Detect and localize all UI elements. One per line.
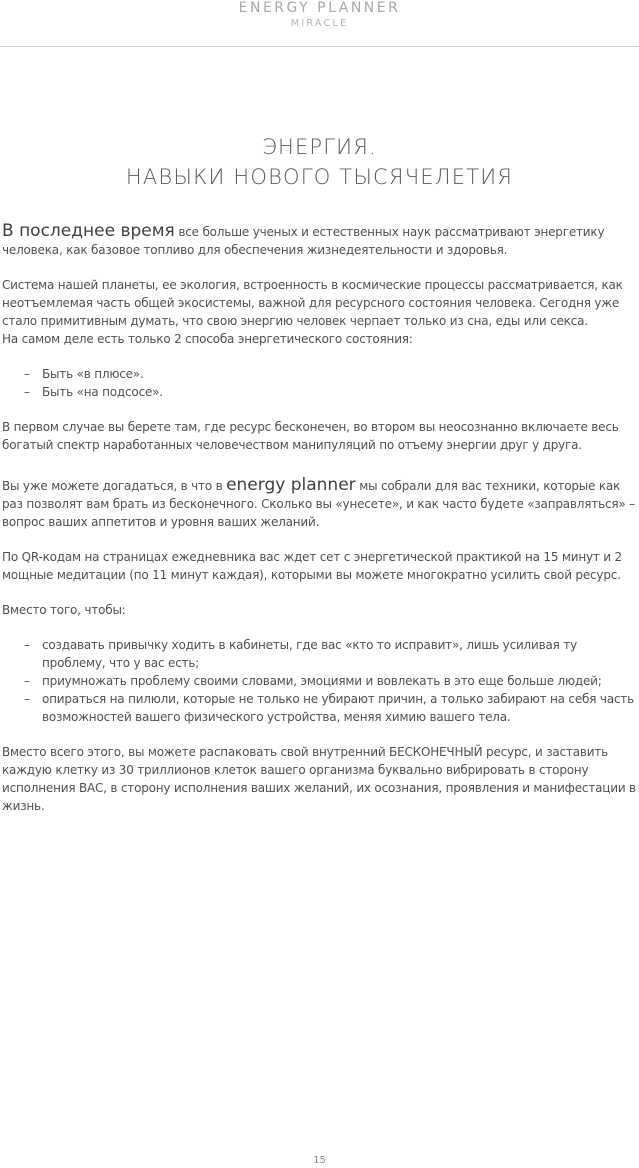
list-item: – приумножать проблему своими словами, эмоциями и вовлекать в это еще больше людей; <box>24 672 638 690</box>
paragraph-planner <box>2 476 638 531</box>
list-item: – Быть «на подсосе». <box>24 383 638 401</box>
header-subbrand: MIRACLE <box>290 18 349 29</box>
article-body <box>2 222 638 815</box>
intro-text: все больше ученых и естественных наук рассматривают энергетику человека, как базовое топливо для обеспечения жизнедеятельности и здоровья. <box>2 225 605 257</box>
title-line-2: НАВЫКИ НОВОГО ТЫСЯЧЕЛЕТИЯ <box>125 165 514 189</box>
list-item: – Быть «в плюсе». <box>24 365 638 383</box>
ways-list <box>2 365 638 401</box>
intro-paragraph <box>2 222 638 259</box>
planner-brand: energy planner <box>226 475 356 495</box>
paragraph-instead-intro: Вместо того, чтобы: <box>2 603 126 617</box>
paragraph-ecosystem: Система нашей планеты, ее экология, встроенность в космические процессы рассматривается, как неотъемлемая часть общей экосистемы, важной для ресурсного состояния человека. Сегодня уже стало примитивным думать, что свою энергию человек черпает только из сна, еды или секса. <box>2 278 623 328</box>
page-header <box>0 0 639 47</box>
paragraph-qr-codes: По QR-кодам на страницах ежедневника вас ждет сет с энергетической практикой на 15 минут и 2 мощные медитации (по 11 минут каждая), которыми вы можете многократно усилить свой ресурс. <box>2 550 622 582</box>
list-item: – создавать привычку ходить в кабинеты, где вас «кто то исправит», лишь усиливая ту проблему, что у вас есть; <box>24 636 638 672</box>
planner-text-after: мы собрали для вас техники, которые как раз позволят вам брать из бесконечного. Сколько вы «унесете», и как часто будете «заправляться» – вопрос ваших аппетитов и уровня ваших желаний. <box>2 479 635 529</box>
title-line-1: ЭНЕРГИЯ. <box>262 135 377 159</box>
header-brand: ENERGY PLANNER <box>238 0 401 16</box>
page-number: 15 <box>313 1155 326 1166</box>
planner-text-before: Вы уже можете догадаться, в что в <box>2 479 227 493</box>
instead-list <box>2 636 638 726</box>
intro-lead: В последнее время <box>2 221 175 241</box>
list-item: – опираться на пилюли, которые не только не убирают причин, а только забирают на себя часть возможностей вашего физического устройства, меняя химию вашего тела. <box>24 690 638 726</box>
page-title <box>0 132 639 192</box>
paragraph-conclusion: Вместо всего этого, вы можете распаковать свой внутренний БЕСКОНЕЧНЫЙ ресурс, и заставить каждую клетку из 30 триллионов клеток вашего организма буквально вибрировать в сторону исполнения ВАС, в сторону исполнения ваших желаний, их осознания, проявления и манифестации в жизнь. <box>2 745 636 813</box>
paragraph-two-ways: На самом деле есть только 2 способа энергетического состояния: <box>2 332 413 346</box>
paragraph-first-case: В первом случае вы берете там, где ресурс бесконечен, во втором вы неосознанно включаете весь богатый спектр наработанных человечеством манипуляций по отъему энергии друг у друга. <box>2 420 619 452</box>
